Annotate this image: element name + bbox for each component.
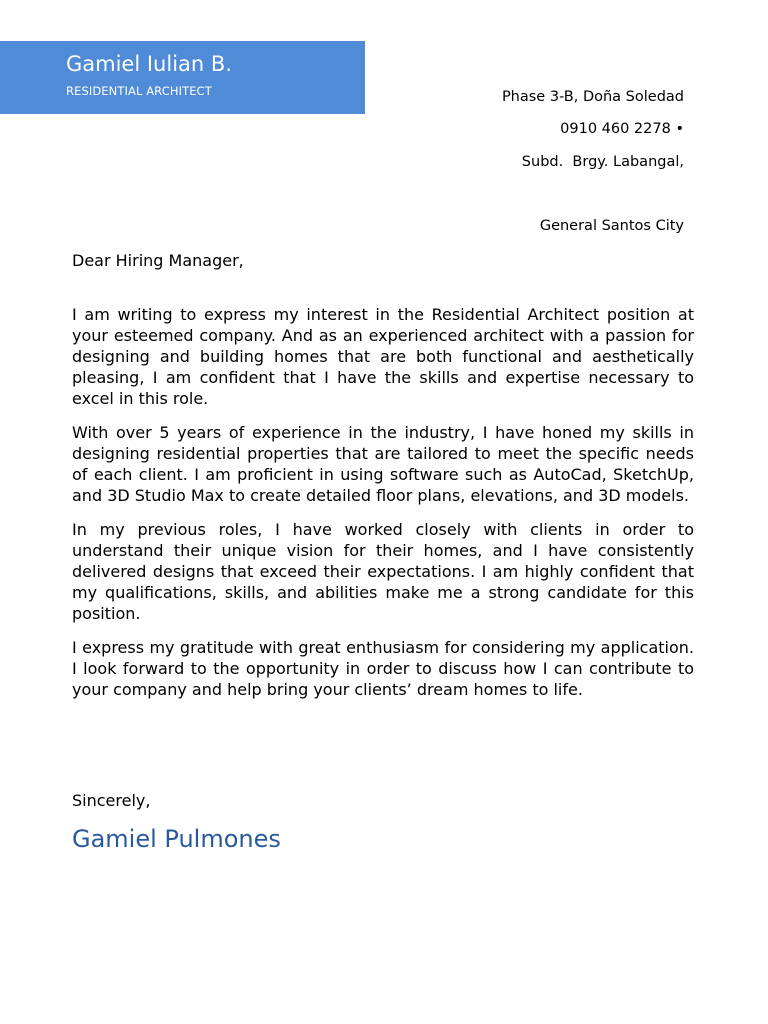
- body-paragraph: I am writing to express my interest in the Residential Architect position at your esteemed company. And as an experienced architect with a passion for designing and building homes that are both functional and aesthetically pleasing, I am confident that I have the skills and expertise necessary to excel in this role.: [72, 305, 694, 408]
- address-line: General Santos City: [539, 218, 684, 234]
- signature-name: Gamiel Pulmones: [72, 825, 281, 853]
- sender-phone: 0910 460 2278 •: [560, 121, 684, 137]
- address-line: Phase 3-B, Doña Soledad: [501, 89, 684, 105]
- address-line: Subd. Brgy. Labangal,: [521, 153, 684, 170]
- salutation: Dear Hiring Manager,: [72, 251, 244, 270]
- sender-address: [502, 44, 684, 259]
- body-paragraph: With over 5 years of experience in the industry, I have honed my skills in designing residential properties that are tailored to meet the specific needs of each client. I am proficient in using software such as AutoCad, SketchUp, and 3D Studio Max to create detailed floor plans, elevations, and 3D models.: [72, 423, 694, 505]
- letter-body: [72, 304, 694, 713]
- sender-job-title: RESIDENTIAL ARCHITECT: [66, 84, 212, 98]
- closing: Sincerely,: [72, 791, 151, 810]
- body-paragraph: I express my gratitude with great enthusiasm for considering my application. I look forward to the opportunity in order to discuss how I can contribute to your company and help bring your clients’ dream homes to life.: [72, 638, 694, 699]
- body-paragraph: In my previous roles, I have worked closely with clients in order to understand their unique vision for their homes, and I have consistently delivered designs that exceed their expectations. I am highly confident that my qualifications, skills, and abilities make me a strong candidate for this position.: [72, 520, 694, 623]
- sender-name: Gamiel Iulian B.: [66, 52, 232, 76]
